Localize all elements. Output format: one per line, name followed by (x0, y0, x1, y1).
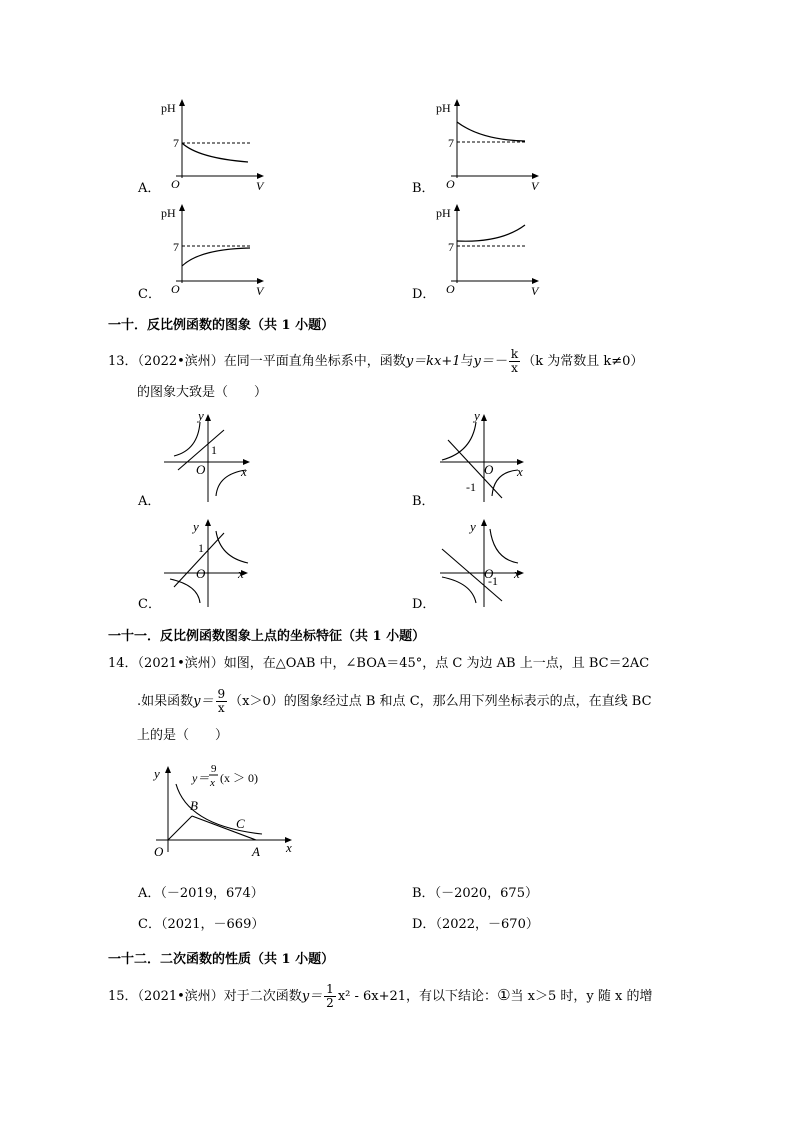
question-text: （x＞0）的图象经过点 B 和点 C，那么用下列坐标表示的点，在直线 BC (229, 694, 652, 709)
q14-option-c (138, 917, 264, 933)
ph-curve (182, 143, 248, 162)
question-source: （2022•滨州）在同一平面直角坐标系中，函数 (137, 354, 406, 369)
axis-label-x: x (517, 464, 523, 479)
fraction-1-over-2 (324, 983, 336, 1010)
question-14-line1 (108, 656, 649, 672)
axis-label-y: y (193, 519, 199, 534)
question-15-line1 (108, 983, 652, 1010)
ph-graph-b (431, 96, 551, 196)
y-arrow (179, 99, 185, 106)
fraction-denominator: 2 (326, 996, 334, 1010)
tick-7: 7 (173, 240, 179, 254)
axis-label-ph: pH (161, 206, 176, 220)
axis-label-ph: pH (161, 101, 176, 115)
function-2-prefix: y＝－ (473, 354, 507, 369)
intercept-label: -1 (466, 480, 476, 494)
hyperbola-graph-c (160, 515, 260, 610)
y-arrow (179, 204, 185, 211)
ph-graph-c (156, 201, 276, 301)
function-prefix: y＝ (301, 989, 323, 1004)
function-label-denominator: x (210, 777, 215, 789)
ph-graph-a (156, 96, 276, 196)
y-arrow (481, 414, 487, 421)
axis-label-y: y (154, 766, 160, 781)
q14-option-d (412, 917, 539, 933)
y-arrow (454, 204, 460, 211)
segment-ba (192, 816, 256, 840)
origin-label: O (154, 844, 164, 859)
option-value: （2022，－670） (435, 917, 539, 932)
tick-7: 7 (173, 136, 179, 150)
option-label: C． (138, 917, 161, 932)
question-text: 当 x＞5 时，y 随 x 的增 (510, 989, 653, 1004)
point-a-label: A (252, 844, 260, 859)
tick-7: 7 (448, 136, 454, 150)
axis-label-y: y (474, 408, 480, 423)
axis-label-x: x (514, 566, 520, 581)
option-label: A． (138, 886, 161, 901)
axis-label-y: y (470, 519, 476, 534)
option-value: （2021，－669） (160, 917, 265, 932)
function-1: y＝kx+1 (405, 354, 461, 369)
connector-text: 与 (460, 354, 474, 369)
function-prefix: y＝ (193, 694, 214, 709)
y-arrow (454, 99, 460, 106)
section-title: 一十．反比例函数的图象（共 1 小题） (108, 318, 335, 333)
ph-graph-d (431, 201, 551, 301)
question-13-line1 (108, 348, 643, 375)
q14-option-a (138, 886, 264, 902)
axis-label-v: V (531, 284, 539, 298)
fraction-denominator: x (217, 701, 225, 715)
option-label-a: A． (138, 494, 161, 509)
function-suffix: x² - 6x+21，有以下结论： (337, 989, 498, 1004)
question-14-line3: 上的是（ ） (137, 728, 229, 743)
circled-number-1: ① (497, 986, 511, 1004)
y-arrow (481, 519, 487, 526)
axis-label-v: V (256, 179, 264, 193)
intercept-label: 1 (198, 541, 204, 555)
question-text: .如果函数 (137, 694, 194, 709)
origin-label: O (446, 282, 455, 296)
question-text: （2021•滨州）如图，在△OAB 中，∠BOA＝45°，点 C 为边 AB 上一点，且 BC＝2AC (137, 656, 650, 671)
option-label: D． (412, 917, 436, 932)
intercept-label: -1 (488, 574, 498, 588)
section-title: 一十二．二次函数的性质（共 1 小题） (108, 952, 335, 967)
fraction-numerator: 9 (217, 687, 226, 701)
option-label-b: B． (412, 494, 435, 509)
fraction-9-over-x (216, 688, 228, 715)
y-arrow (165, 766, 171, 773)
question-14-line2 (137, 688, 652, 715)
option-value: （－2020，675） (434, 886, 538, 901)
segment-ob (168, 816, 192, 840)
hyperbola-branch-upper (490, 529, 518, 563)
origin-label: O (484, 462, 494, 477)
fraction-numerator: 1 (326, 982, 334, 996)
question-source: （2021•滨州）对于二次函数 (137, 989, 302, 1004)
hyperbola-graph-d (436, 515, 536, 610)
axis-label-ph: pH (436, 101, 451, 115)
q14-option-b (412, 886, 538, 902)
axis-label-x: x (241, 464, 247, 479)
fraction-k-over-x (509, 348, 520, 375)
option-label-c: C． (138, 597, 161, 612)
ph-curve (182, 248, 250, 266)
origin-label: O (171, 282, 180, 296)
axis-label-ph: pH (436, 206, 451, 220)
option-label: B． (412, 886, 435, 901)
function-label-prefix: y＝ (192, 771, 210, 785)
triangle-hyperbola-figure (150, 760, 310, 860)
option-label-c: C． (138, 287, 161, 302)
intercept-label: 1 (211, 443, 217, 457)
axis-label-x: x (286, 840, 292, 855)
ph-curve (457, 225, 525, 241)
function-label-numerator: 9 (211, 763, 217, 775)
origin-label: O (196, 462, 206, 477)
question-number: 15． (108, 989, 138, 1004)
axis-label-x: x (238, 566, 244, 581)
y-arrow (205, 519, 211, 526)
axis-label-v: V (256, 284, 264, 298)
origin-label: O (196, 566, 206, 581)
condition-text: （k 为常数且 k≠0） (522, 354, 644, 369)
axis-label-y: y (198, 408, 204, 423)
hyperbola-branch-lower (170, 579, 200, 603)
question-13-line2: 的图象大致是（ ） (137, 385, 268, 400)
origin-label: O (484, 566, 494, 581)
hyperbola-branch-lower (442, 577, 476, 603)
origin-label: O (171, 177, 180, 191)
fraction-numerator: k (510, 347, 519, 361)
question-number: 14． (108, 656, 138, 671)
option-label-b: B． (412, 181, 435, 196)
hyperbola-branch-upper (442, 422, 476, 460)
hyperbola-graph-b (436, 410, 536, 505)
fraction-denominator: x (511, 361, 518, 375)
option-label-d: D． (412, 287, 436, 302)
section-title: 一十一．反比例函数图象上点的坐标特征（共 1 小题） (108, 629, 426, 644)
function-label-condition: (x ＞ 0) (220, 771, 258, 785)
point-b-label: B (190, 798, 198, 813)
y-arrow (205, 414, 211, 421)
option-label-d: D． (412, 597, 436, 612)
ph-curve (457, 122, 525, 141)
tick-7: 7 (448, 240, 454, 254)
hyperbola-graph-a (160, 410, 260, 505)
option-label-a: A． (138, 181, 161, 196)
question-number: 13． (108, 354, 138, 369)
hyperbola-branch-upper (174, 422, 200, 456)
axis-label-v: V (531, 179, 539, 193)
point-c-label: C (236, 816, 245, 831)
option-value: （－2019，674） (160, 886, 264, 901)
origin-label: O (446, 177, 455, 191)
